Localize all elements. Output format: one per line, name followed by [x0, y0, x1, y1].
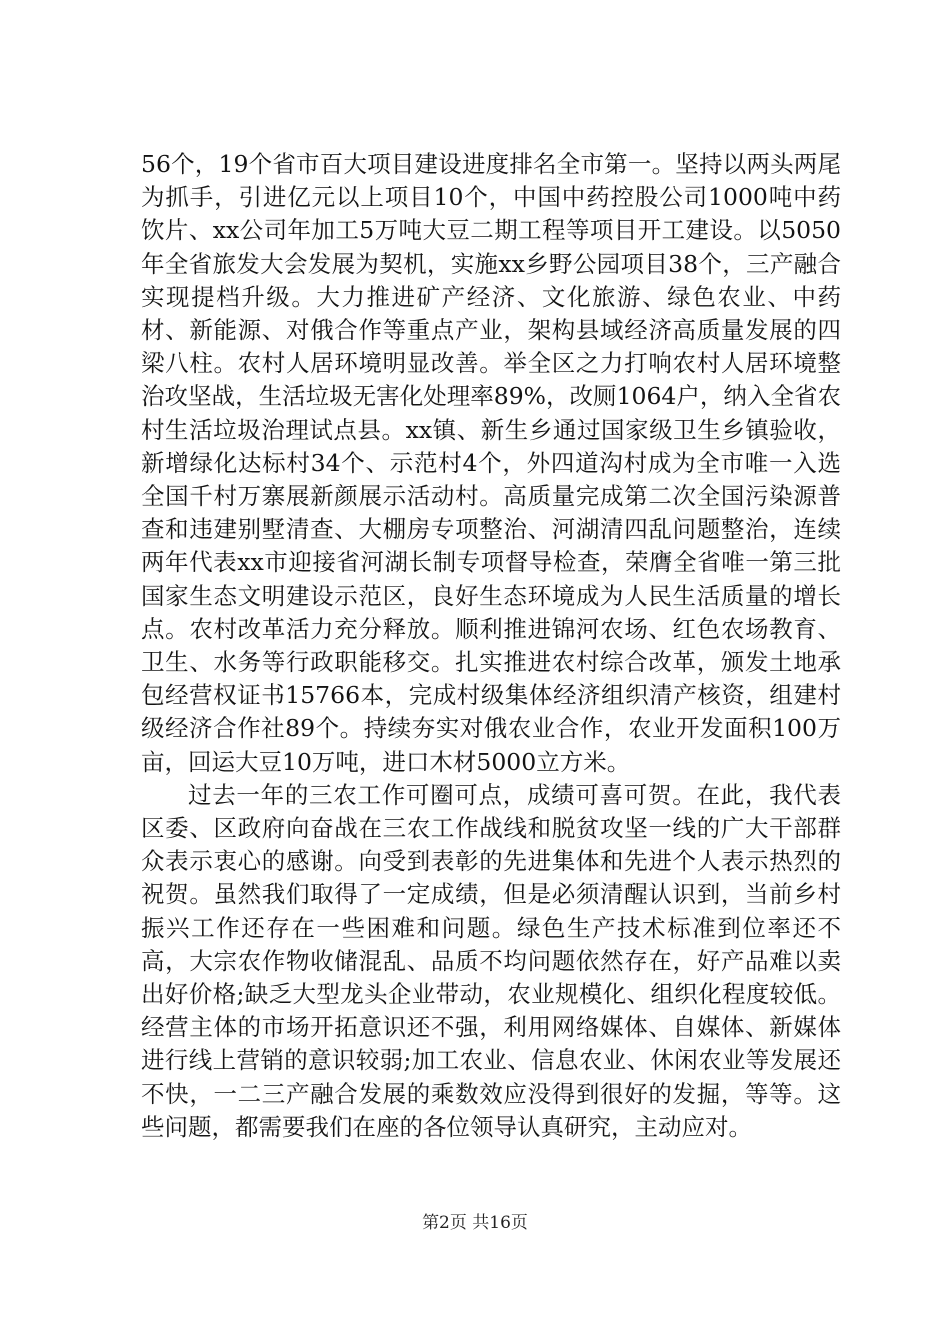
paragraph-summary: 过去一年的三农工作可圈可点，成绩可喜可贺。在此，我代表区委、区政府向奋战在三农工作战线和脱贫攻坚一线的广大干部群众表示衷心的感谢。向受到表彰的先进集体和先进个人表示热烈的祝贺。虽然我们取得了一定成绩，但是必须清醒认识到，当前乡村振兴工作还存在一些困难和问题。绿色生产技术标准到位率还不高，大宗农作物收储混乱、品质不均问题依然存在，好产品难以卖出好价格;缺乏大型龙头企业带动，农业规模化、组织化程度较低。经营主体的市场开拓意识还不强，利用网络媒体、自媒体、新媒体进行线上营销的意识较弱;加工农业、信息农业、休闲农业等发展还不快，一二三产融合发展的乘数效应没得到很好的发掘，等等。这些问题，都需要我们在座的各位领导认真研究，主动应对。	[141, 780, 841, 1141]
page-number-footer: 第2页 共16页	[422, 1213, 528, 1233]
document-body	[141, 148, 841, 1144]
paragraph-continuation: 56个，19个省市百大项目建设进度排名全市第一。坚持以两头两尾为抓手，引进亿元以上项目10个，中国中药控股公司1000吨中药饮片、xx公司年加工5万吨大豆二期工程等项目开工建设。以5050年全省旅发大会发展为契机，实施xx乡野公园项目38个，三产融合实现提档升级。大力推进矿产经济、文化旅游、绿色农业、中药材、新能源、对俄合作等重点产业，架构县域经济高质量发展的四梁八柱。农村人居环境明显改善。举全区之力打响农村人居环境整治攻坚战，生活垃圾无害化处理率89%，改厕1064户，纳入全省农村生活垃圾治理试点县。xx镇、新生乡通过国家级卫生乡镇验收，新增绿化达标村34个、示范村4个，外四道沟村成为全市唯一入选全国千村万寨展新颜展示活动村。高质量完成第二次全国污染源普查和违建别墅清查、大棚房专项整治、河湖清四乱问题整治，连续两年代表xx市迎接省河湖长制专项督导检查，荣膺全省唯一第三批国家生态文明建设示范区，良好生态环境成为人民生活质量的增长点。农村改革活力充分释放。顺利推进锦河农场、红色农场教育、卫生、水务等行政职能移交。扎实推进农村综合改革，颁发土地承包经营权证书15766本，完成村级集体经济组织清产核资，组建村级经济合作社89个。持续夯实对俄农业合作，农业开发面积100万亩，回运大豆10万吨，进口木材5000立方米。	[141, 150, 841, 776]
